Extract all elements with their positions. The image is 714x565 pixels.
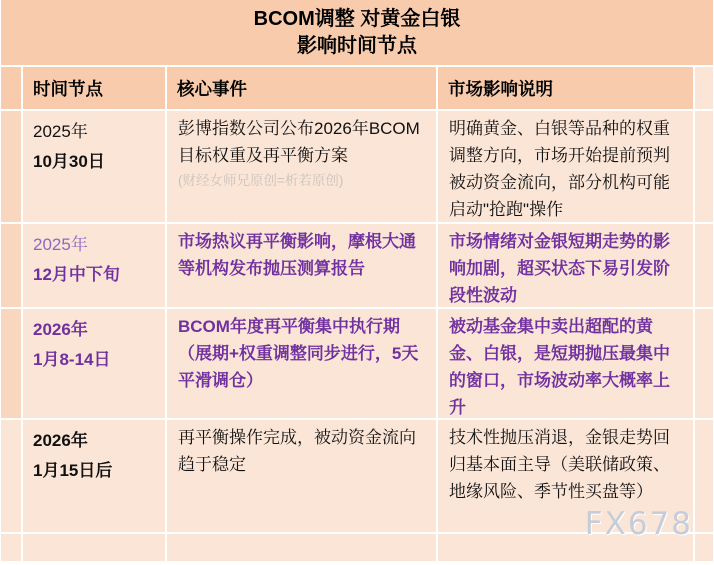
- footer-row-spacer-2: [23, 534, 165, 561]
- row1-source-note: (财经女师兄原创=析若原创): [178, 173, 344, 188]
- row4-date-line1: 2026年: [33, 431, 88, 450]
- row3-left-spacer: [1, 309, 21, 418]
- row1-left-spacer: [1, 111, 21, 222]
- header-right-spacer: [695, 67, 713, 109]
- row4-impact-cell: 技术性抛压消退，金银走势回归基本面主导（美联储政策、地缘风险、季节性买盘等）: [438, 420, 693, 532]
- row2-right-spacer: [695, 224, 713, 307]
- row4-event-cell: 再平衡操作完成，被动资金流向趋于稳定: [167, 420, 436, 532]
- row1-event-text: 彭博指数公司公布2026年BCOM目标权重及再平衡方案: [178, 119, 420, 165]
- row4-date-line2: 1月15日后: [33, 461, 113, 480]
- table-title-line1: BCOM调整 对黄金白银: [253, 7, 461, 30]
- table-title-line2: 影响时间节点: [297, 34, 417, 57]
- row1-date-line2: 10月30日: [33, 152, 105, 171]
- row3-right-spacer: [695, 309, 713, 418]
- column-header-time: 时间节点: [23, 67, 165, 109]
- row3-impact-cell: 被动基金集中卖出超配的黄金、白银，是短期抛压最集中的窗口，市场波动率大概率上升: [438, 309, 693, 418]
- row2-time-cell: [23, 224, 165, 307]
- row2-left-spacer: [1, 224, 21, 307]
- row3-date-line1: 2026年: [33, 320, 88, 339]
- row2-event-cell: 市场热议再平衡影响，摩根大通等机构发布抛压测算报告: [167, 224, 436, 307]
- timeline-table: [1, 0, 713, 561]
- footer-row-spacer-1: [1, 534, 21, 561]
- table-title: [1, 0, 713, 65]
- column-header-impact: 市场影响说明: [438, 67, 693, 109]
- row3-event-cell: BCOM年度再平衡集中执行期（展期+权重调整同步进行，5天平滑调仓）: [167, 309, 436, 418]
- row1-event-cell: [167, 111, 436, 222]
- row2-date-line2: 12月中下旬: [33, 265, 120, 284]
- footer-row-spacer-4: [438, 534, 693, 561]
- row2-impact-cell: 市场情绪对金银短期走势的影响加剧，超买状态下易引发阶段性波动: [438, 224, 693, 307]
- header-left-spacer: [1, 67, 21, 109]
- footer-row-spacer-3: [167, 534, 436, 561]
- row3-time-cell: [23, 309, 165, 418]
- footer-row-spacer-5: [695, 534, 713, 561]
- row1-impact-cell: 明确黄金、白银等品种的权重调整方向，市场开始提前预判被动资金流向，部分机构可能启动"抢跑"操作: [438, 111, 693, 222]
- row4-time-cell: [23, 420, 165, 532]
- row2-date-line1: 2025年: [33, 235, 88, 254]
- fx678-watermark: FX678: [584, 506, 693, 542]
- row3-date-line2: 1月8-14日: [33, 350, 111, 369]
- row4-right-spacer: [695, 420, 713, 532]
- row4-left-spacer: [1, 420, 21, 532]
- row1-right-spacer: [695, 111, 713, 222]
- column-header-event: 核心事件: [167, 67, 436, 109]
- row1-time-cell: [23, 111, 165, 222]
- row1-date-line1: 2025年: [33, 122, 88, 141]
